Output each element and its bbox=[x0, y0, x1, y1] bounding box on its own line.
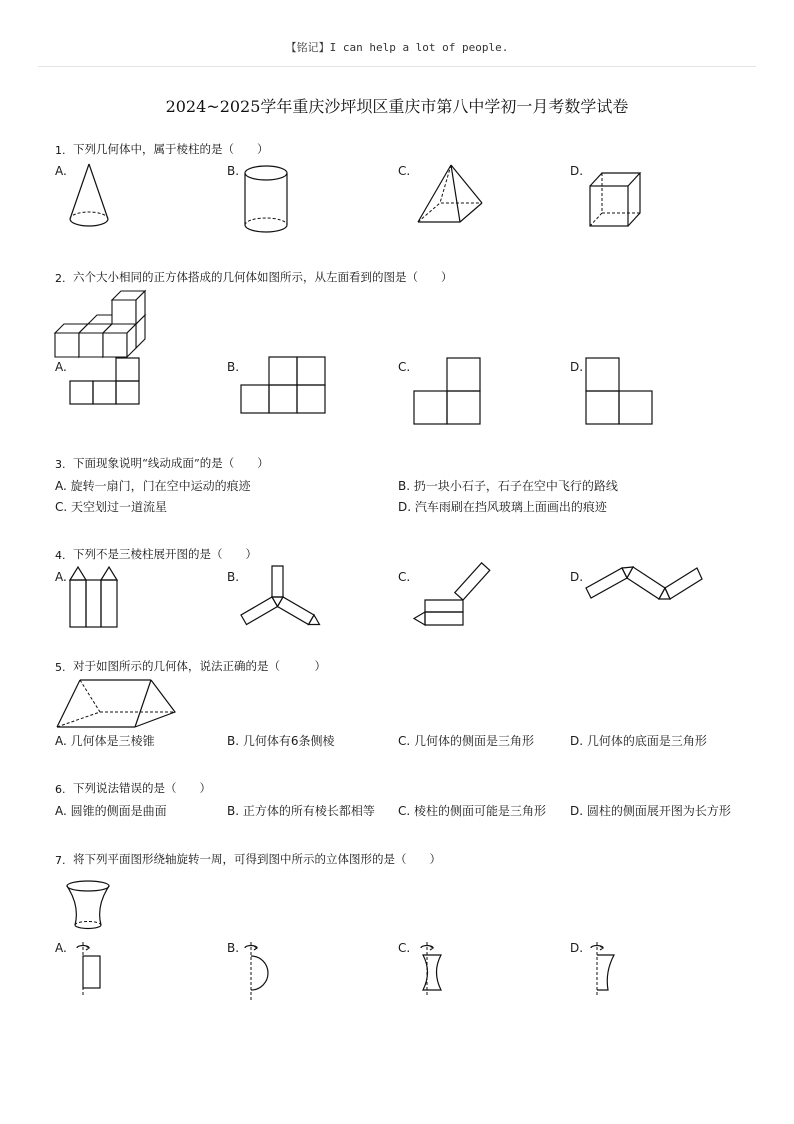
q2-option-c-view-figure bbox=[414, 358, 480, 424]
q2-option-a-label: A. bbox=[55, 360, 67, 374]
q5-option-c-label: C. bbox=[398, 734, 411, 748]
q7-option-b-label: B. bbox=[227, 941, 240, 955]
q6-option-a-label: A. bbox=[55, 804, 67, 818]
q3-option-a bbox=[55, 480, 251, 492]
q1-option-a-label: A. bbox=[55, 164, 67, 178]
q6-number: 6. bbox=[55, 783, 66, 796]
q4-option-a-net-figure bbox=[70, 567, 117, 627]
cube-front-face bbox=[79, 333, 103, 357]
q3-option-c-label: C. bbox=[55, 500, 68, 514]
q2-option-a-view-figure bbox=[70, 358, 139, 404]
q1-option-d-cube-figure bbox=[590, 173, 640, 226]
q3-option-c bbox=[55, 501, 167, 513]
q5-option-d bbox=[570, 735, 707, 747]
q3-option-d-text: 汽车雨刷在挡风玻璃上面画出的痕迹 bbox=[414, 500, 607, 514]
q1-option-a-cone-figure bbox=[70, 164, 108, 226]
q3-option-d-label: D. bbox=[398, 500, 412, 514]
q7-option-d-label: D. bbox=[570, 941, 584, 955]
q4-option-b-net-figure bbox=[241, 566, 320, 625]
q6-option-c-text: 棱柱的侧面可能是三角形 bbox=[414, 804, 547, 818]
q4-number: 4. bbox=[55, 549, 66, 562]
q6-option-b-text: 正方体的所有棱长都相等 bbox=[242, 804, 375, 818]
q5-number: 5. bbox=[55, 661, 66, 674]
q6-option-d-label: D. bbox=[570, 804, 584, 818]
cube-front-face bbox=[103, 333, 127, 357]
q2-option-b-view-figure bbox=[241, 357, 325, 413]
q7-option-d-curved-trapezoid-figure bbox=[591, 942, 614, 996]
q1-option-d-label: D. bbox=[570, 164, 584, 178]
q6-stem: 下列说法错误的是（ ） bbox=[73, 781, 211, 795]
q4-stem: 下列不是三棱柱展开图的是（ ） bbox=[73, 547, 257, 561]
exam-title: 2024~2025学年重庆沙坪坝区重庆市第八中学初一月考数学试卷 bbox=[165, 97, 629, 116]
q3-option-a-text: 旋转一扇门，门在空中运动的痕迹 bbox=[70, 479, 251, 493]
q6-option-b bbox=[227, 805, 375, 817]
q5-option-a bbox=[55, 735, 155, 747]
q4-option-d-label: D. bbox=[570, 570, 584, 584]
q4-option-a-label: A. bbox=[55, 570, 67, 584]
q2-stacked-cubes-figure bbox=[55, 291, 145, 357]
q5-option-b bbox=[227, 735, 335, 747]
cube-front-face bbox=[55, 333, 79, 357]
q2-stem: 六个大小相同的正方体搭成的几何体如图所示，从左面看到的图是（ ） bbox=[73, 270, 453, 284]
q2-option-b-label: B. bbox=[227, 360, 240, 374]
q7-option-c-concave-figure bbox=[421, 942, 441, 997]
q7-option-a-label: A. bbox=[55, 941, 67, 955]
q3-option-d bbox=[398, 501, 607, 513]
q1-stem: 下列几何体中，属于棱柱的是（ ） bbox=[73, 142, 269, 156]
cube-front-face bbox=[112, 300, 136, 324]
q3-stem: 下面现象说明“线动成面”的是（ ） bbox=[73, 456, 269, 470]
q7-option-b-semicircle-figure bbox=[245, 942, 268, 1000]
q5-option-b-label: B. bbox=[227, 734, 240, 748]
q4-option-c-net-figure bbox=[414, 563, 490, 625]
q1-option-c-label: C. bbox=[398, 164, 411, 178]
q6-option-c bbox=[398, 805, 546, 817]
q5-option-d-label: D. bbox=[570, 734, 584, 748]
q2-option-d-label: D. bbox=[570, 360, 584, 374]
q4-option-b-label: B. bbox=[227, 570, 240, 584]
header-divider bbox=[38, 66, 756, 67]
q5-stem: 对于如图所示的几何体，说法正确的是（ ） bbox=[73, 659, 326, 673]
q6-option-d bbox=[570, 805, 731, 817]
q6-option-d-text: 圆柱的侧面展开图为长方形 bbox=[586, 804, 731, 818]
q6-option-c-label: C. bbox=[398, 804, 411, 818]
q2-option-d-view-figure bbox=[586, 358, 652, 424]
q1-number: 1. bbox=[55, 144, 66, 157]
q7-number: 7. bbox=[55, 854, 66, 867]
q5-option-a-label: A. bbox=[55, 734, 67, 748]
q7-cup-solid-figure bbox=[67, 881, 109, 929]
q2-number: 2. bbox=[55, 272, 66, 285]
q1-option-b-cylinder-figure bbox=[245, 166, 287, 232]
q5-option-b-text: 几何体有6条侧棱 bbox=[242, 734, 335, 748]
q5-option-d-text: 几何体的底面是三角形 bbox=[586, 734, 707, 748]
q5-option-c-text: 几何体的侧面是三角形 bbox=[414, 734, 535, 748]
q7-option-c-label: C. bbox=[398, 941, 411, 955]
q5-option-c bbox=[398, 735, 534, 747]
q6-option-b-label: B. bbox=[227, 804, 240, 818]
q7-option-a-rectangle-figure bbox=[77, 942, 100, 996]
q3-option-c-text: 天空划过一道流星 bbox=[71, 500, 168, 514]
q1-option-b-label: B. bbox=[227, 164, 240, 178]
q1-option-c-pyramid-figure bbox=[418, 165, 482, 222]
q3-option-b bbox=[398, 480, 618, 492]
q3-option-b-label: B. bbox=[398, 479, 411, 493]
page-header-motto: 【铭记】I can help a lot of people. bbox=[285, 41, 509, 54]
q2-option-c-label: C. bbox=[398, 360, 411, 374]
q3-number: 3. bbox=[55, 458, 66, 471]
q4-option-d-net-figure bbox=[586, 567, 702, 599]
q7-stem: 将下列平面图形绕轴旋转一周，可得到图中所示的立体图形的是（ ） bbox=[73, 852, 441, 866]
q3-option-a-label: A. bbox=[55, 479, 67, 493]
q4-option-c-label: C. bbox=[398, 570, 411, 584]
q3-option-b-text: 扔一块小石子，石子在空中飞行的路线 bbox=[413, 479, 618, 493]
q5-option-a-text: 几何体是三棱锥 bbox=[70, 734, 155, 748]
q6-option-a bbox=[55, 805, 167, 817]
q5-triangular-prism-figure bbox=[57, 680, 175, 727]
q6-option-a-text: 圆锥的侧面是曲面 bbox=[70, 804, 167, 818]
